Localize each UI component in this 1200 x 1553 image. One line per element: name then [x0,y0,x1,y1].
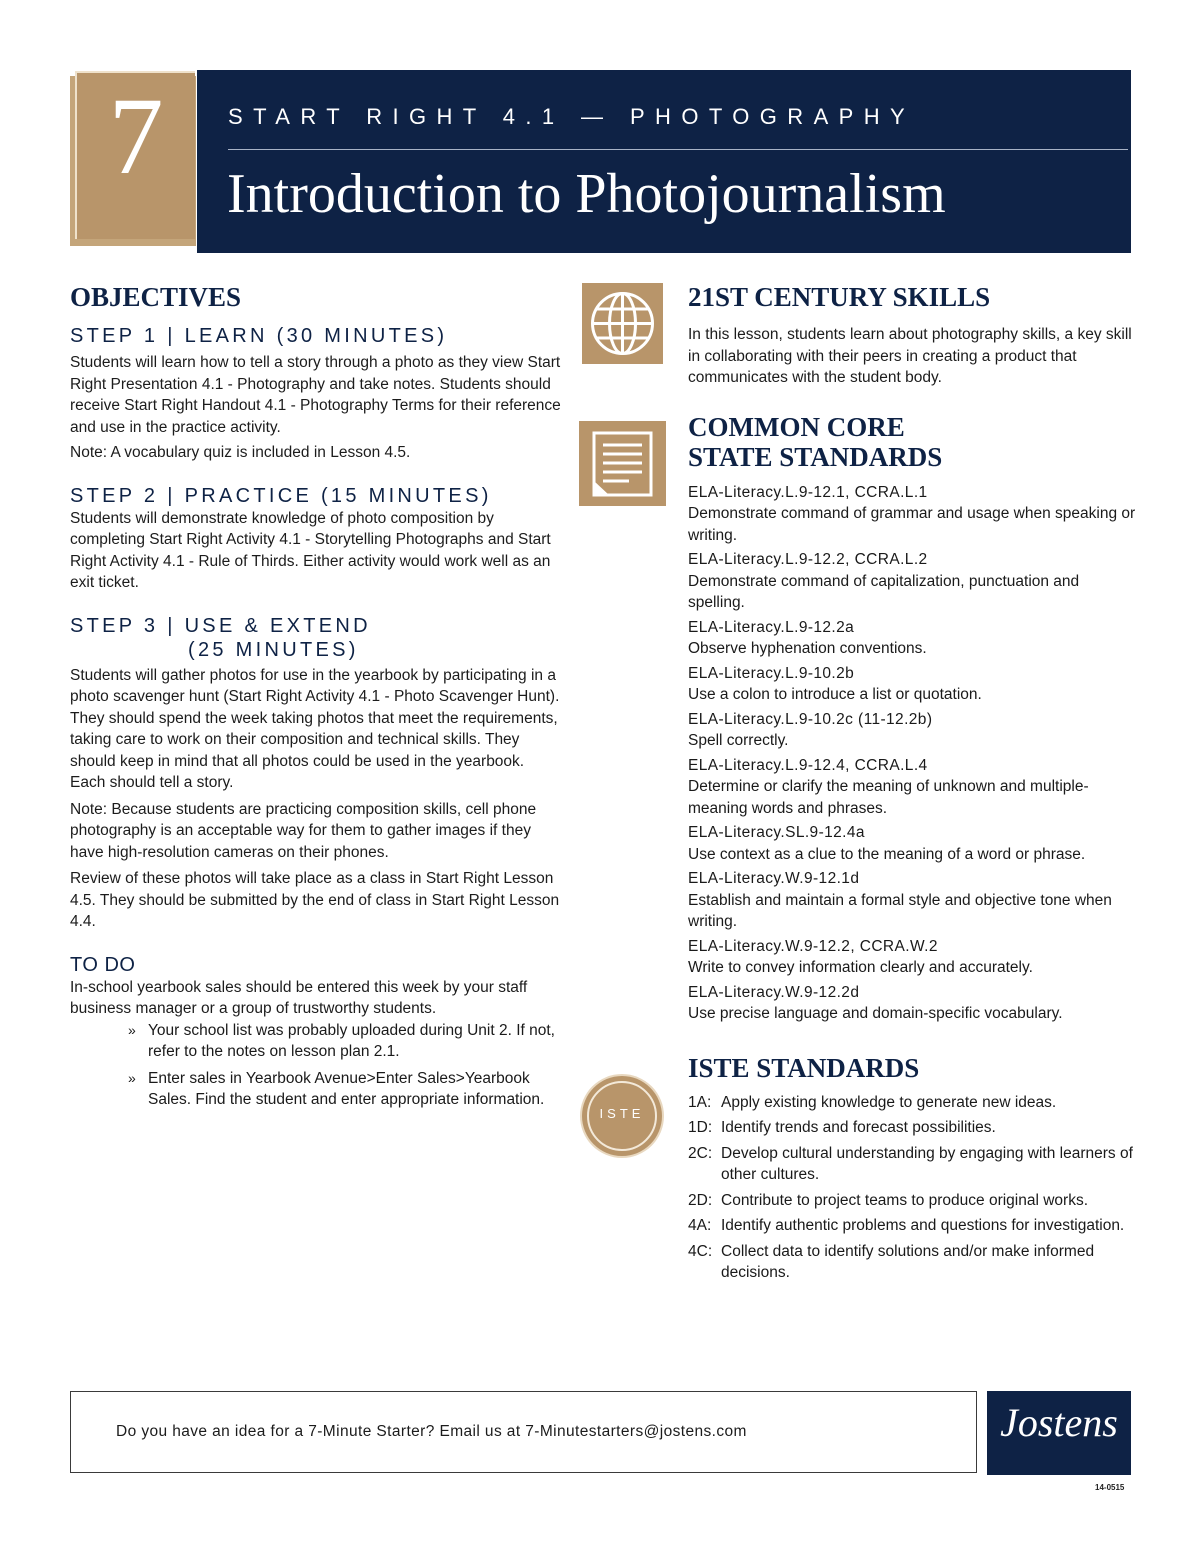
iste-badge [582,1076,662,1156]
standard-code: ELA-Literacy.L.9-12.2, CCRA.L.2 [688,551,928,568]
lesson-number: 7 [108,75,164,197]
ccss-title [688,412,1138,472]
todo-item-text: Your school list was probably uploaded during Unit 2. If not, refer to the notes on lesson plan 2.1. [148,1021,555,1060]
step3-review: Review of these photos will take place as a class in Start Right Lesson 4.5. They should be submitted by the end of class in Start Right Lesson 4.4. [70,870,560,930]
iste-text: Apply existing knowledge to generate new ideas. [721,1093,1057,1111]
step1-note: Note: A vocabulary quiz is included in Lesson 4.5. [70,444,411,461]
standard-desc: Use precise language and domain-specific vocabulary. [688,1005,1063,1022]
skills-body: In this lesson, students learn about photography skills, a key skill in collaborating with their peers in creating a product that communicates with the student body. [688,326,1132,386]
iste-code: 4A: [688,1217,712,1234]
standard-desc: Establish and maintain a formal style and objective tone when writing. [688,891,1112,930]
standard-code: ELA-Literacy.W.9-12.1d [688,870,860,887]
standard-desc: Determine or clarify the meaning of unknown and multiple-meaning words and phrases. [688,778,1089,817]
list-item [688,1241,1138,1284]
iste-text: Develop cultural understanding by engaging with learners of other cultures. [721,1144,1133,1183]
standard-code: ELA-Literacy.L.9-10.2c (11-12.2b) [688,710,933,728]
list-item [688,936,1138,979]
ccss-title-line2: STATE STANDARDS [688,441,943,472]
iste-code: 1A: [688,1093,712,1111]
list-item [688,982,1138,1025]
chevron-right-icon: » [128,1021,136,1038]
standard-code: ELA-Literacy.W.9-12.2, CCRA.W.2 [688,937,938,955]
iste-code: 2D: [688,1191,713,1209]
document-number: 14-0515 [1095,1483,1125,1492]
iste-text: Identify trends and forecast possibilities. [721,1119,996,1136]
todo-list [70,1020,562,1111]
list-item [688,822,1138,865]
standard-desc: Demonstrate command of grammar and usage when speaking or writing. [688,505,1136,544]
chevron-right-icon: » [128,1069,136,1086]
standard-desc: Demonstrate command of capitalization, punctuation and spelling. [688,572,1080,611]
list-item [688,1190,1138,1212]
footer-box [70,1391,977,1473]
step3-body: Students will gather photos for use in the yearbook by participating in a photo scavenger hunt (Start Right Activity 4.1 - Photo Scavenger Hunt). They should spend the week taking photos that meet the requirements, taking care to work on their composition and technical skills. They should keep in mind that all photos could be used in the yearbook. Each should tell a story. [70,666,560,791]
todo-heading: TO DO [70,953,136,976]
list-item [688,617,1138,660]
footer-text: Do you have an idea for a 7-Minute Starter? Email us at 7-Minutestarters@jostens.com [116,1423,747,1440]
jostens-logo-text: Jostens [1000,1400,1118,1445]
standard-desc: Observe hyphenation conventions. [688,640,927,657]
iste-code: 4C: [688,1242,713,1260]
iste-code: 2C: [688,1144,713,1162]
page-title: Introduction to Photojournalism [227,163,946,225]
step1-body: Students will learn how to tell a story through a photo as they view Start Right Presentation 4.1 - Photography and take notes. Students should receive Start Right Handout 4.1 - Photography Terms for their reference and use in the practice activity. [70,354,561,436]
list-item [688,755,1138,820]
objectives-column [70,282,562,1116]
iste-text: Contribute to project teams to produce original works. [721,1191,1089,1209]
ccss-list [688,482,1138,1025]
document-icon [579,421,666,506]
jostens-logo [987,1391,1131,1475]
step3-heading [70,614,562,662]
list-item [688,868,1138,933]
todo-body-block [70,977,562,1020]
iste-code: 1D: [688,1119,713,1136]
standard-desc: Use context as a clue to the meaning of a word or phrase. [688,845,1086,863]
list-item [688,482,1138,547]
objectives-title: OBJECTIVES [70,282,242,312]
step1-body-block [70,352,562,464]
lesson-badge [75,71,195,239]
list-item [688,1215,1138,1237]
ccss-title-line1: COMMON CORE [688,411,905,442]
header-kicker: START RIGHT 4.1 — PHOTOGRAPHY [228,104,916,129]
iste-title: ISTE STANDARDS [688,1052,920,1083]
list-item [688,1117,1138,1139]
iste-list [688,1092,1138,1284]
standard-desc: Spell correctly. [688,732,789,749]
standard-desc: Write to convey information clearly and accurately. [688,959,1033,976]
list-item [688,663,1138,706]
standard-code: ELA-Literacy.SL.9-12.4a [688,824,865,841]
standard-code: ELA-Literacy.L.9-12.1, CCRA.L.1 [688,483,928,501]
standard-code: ELA-Literacy.L.9-12.2a [688,618,855,636]
step3-note: Note: Because students are practicing composition skills, cell phone photography is an acceptable way for them to gather images if they have high-resolution cameras on their phones. [70,800,537,861]
standard-code: ELA-Literacy.L.9-10.2b [688,664,855,682]
iste-text: Identify authentic problems and questions for investigation. [721,1217,1125,1234]
standards-column [688,282,1138,1288]
step2-body: Students will demonstrate knowledge of photo composition by completing Start Right Activity 4.1 - Storytelling Photographs and Start Right Activity 4.1 - Rule of Thirds. Either activity would work well as an exit ticket. [70,509,551,591]
standard-code: ELA-Literacy.W.9-12.2d [688,983,860,1001]
standard-desc: Use a colon to introduce a list or quotation. [688,686,982,703]
list-item [688,1092,1138,1114]
list-item [688,1143,1138,1186]
step2-heading: STEP 2 | PRACTICE (15 MINUTES) [70,484,492,507]
step1-heading: STEP 1 | LEARN (30 MINUTES) [70,325,448,347]
todo-body: In-school yearbook sales should be entered this week by your staff business manager or a group of trustworthy students. [70,978,528,1017]
iste-badge-label: ISTE [599,1106,645,1121]
globe-icon [582,283,663,364]
step2-body-block [70,508,562,594]
todo-item-text: Enter sales in Yearbook Avenue>Enter Sales>Yearbook Sales. Find the student and enter appropriate information. [148,1069,545,1108]
standard-code: ELA-Literacy.L.9-12.4, CCRA.L.4 [688,756,928,774]
list-item [128,1020,562,1063]
step3-body-block [70,665,562,933]
list-item [128,1068,562,1111]
skills-title: 21ST CENTURY SKILLS [688,282,991,312]
list-item [688,549,1138,614]
iste-text: Collect data to identify solutions and/or make informed decisions. [721,1242,1095,1281]
step3-heading-line1: STEP 3 | USE & EXTEND [70,614,371,637]
header-divider [228,149,1128,150]
list-item [688,709,1138,752]
step3-heading-line2: (25 MINUTES) [188,638,359,661]
